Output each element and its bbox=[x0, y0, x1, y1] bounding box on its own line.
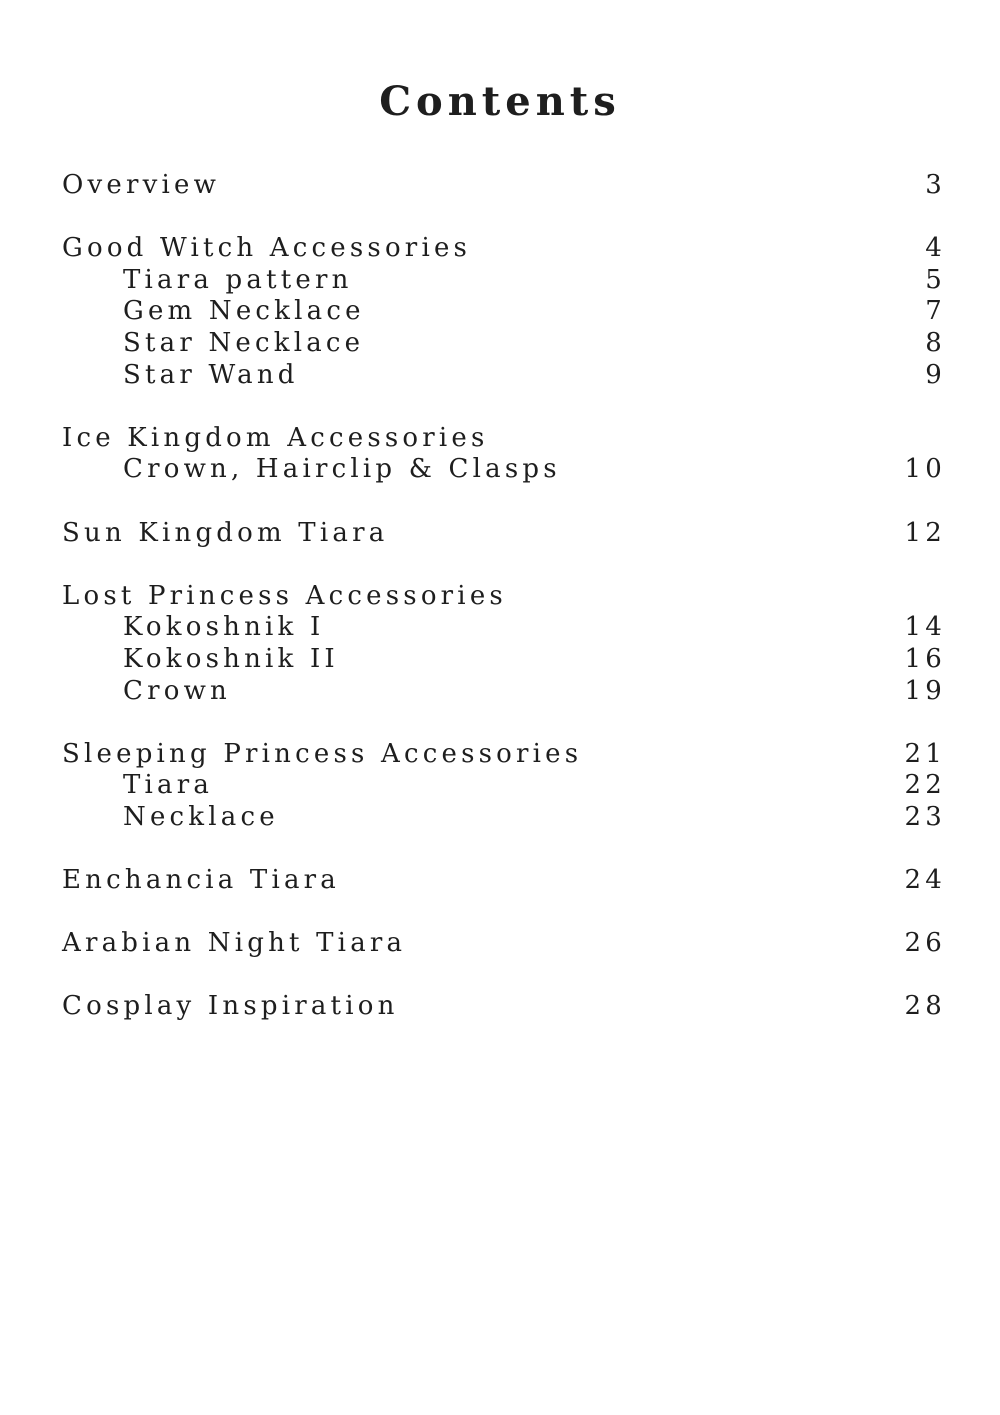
toc-subentry-label: Crown bbox=[123, 675, 231, 706]
toc-subentry-page: 22 bbox=[904, 770, 946, 801]
toc-subentry-page: 23 bbox=[904, 801, 946, 832]
toc-subentry[interactable] bbox=[62, 801, 946, 834]
toc-entry[interactable] bbox=[62, 738, 946, 771]
toc-subentry[interactable] bbox=[62, 296, 946, 328]
toc-subentry-page: 16 bbox=[904, 643, 946, 674]
toc-subentry-page: 10 bbox=[904, 454, 946, 485]
toc-subentry[interactable] bbox=[62, 327, 946, 360]
toc-entry-page: 21 bbox=[904, 738, 946, 769]
toc-subentry[interactable] bbox=[62, 359, 946, 392]
page-title: Contents bbox=[379, 78, 621, 125]
toc-entry-label: Good Witch Accessories bbox=[62, 233, 472, 264]
toc-subentry[interactable] bbox=[62, 454, 946, 486]
toc-subentry-page: 8 bbox=[925, 327, 946, 358]
toc-entry[interactable] bbox=[62, 991, 946, 1023]
toc-subentry[interactable] bbox=[62, 643, 946, 676]
toc-subentry-page: 19 bbox=[904, 675, 946, 706]
toc-entry[interactable] bbox=[62, 928, 946, 960]
toc-entry[interactable] bbox=[62, 581, 942, 613]
toc-section bbox=[62, 865, 946, 897]
toc-subentry-label: Gem Necklace bbox=[123, 296, 365, 327]
toc-entry-label: Overview bbox=[62, 170, 221, 200]
toc-entry-label: Sleeping Princess Accessories bbox=[62, 738, 583, 769]
toc-subentry-label: Star Necklace bbox=[123, 327, 365, 358]
toc-subentry-page: 14 bbox=[904, 612, 946, 643]
toc-entry-label: Arabian Night Tiara bbox=[62, 928, 407, 959]
toc-subentry[interactable] bbox=[62, 612, 946, 644]
toc-section bbox=[62, 233, 946, 391]
toc-subentry-label: Tiara bbox=[123, 770, 214, 801]
toc-entry-label: Sun Kingdom Tiara bbox=[62, 517, 389, 548]
toc-section bbox=[62, 738, 946, 834]
toc-section bbox=[62, 422, 946, 486]
toc-subentry-label: Star Wand bbox=[123, 359, 299, 390]
toc-entry-page: 26 bbox=[904, 928, 946, 959]
toc-entry[interactable] bbox=[62, 170, 946, 202]
toc-subentry-label: Necklace bbox=[123, 801, 279, 832]
toc-entry-label: Enchancia Tiara bbox=[62, 865, 341, 896]
table-of-contents bbox=[62, 170, 946, 1055]
toc-section bbox=[62, 170, 946, 202]
toc-section bbox=[62, 928, 946, 960]
toc-entry-page: 12 bbox=[904, 517, 946, 548]
toc-subentry-label: Tiara pattern bbox=[123, 264, 353, 295]
toc-entry[interactable] bbox=[62, 865, 946, 897]
toc-section bbox=[62, 991, 946, 1023]
toc-entry-page: 28 bbox=[904, 991, 946, 1022]
toc-entry-page: 4 bbox=[925, 233, 946, 264]
toc-subentry-label: Crown, Hairclip & Clasps bbox=[123, 454, 561, 485]
toc-entry-label: Lost Princess Accessories bbox=[62, 580, 507, 611]
toc-entry-page: 3 bbox=[925, 170, 946, 200]
toc-entry-label: Cosplay Inspiration bbox=[62, 991, 399, 1022]
toc-subentry[interactable] bbox=[62, 770, 946, 802]
toc-entry-page: 24 bbox=[904, 865, 946, 896]
toc-section bbox=[62, 580, 946, 707]
toc-subentry[interactable] bbox=[62, 675, 946, 708]
toc-subentry-label: Kokoshnik I bbox=[123, 612, 325, 643]
toc-subentry[interactable] bbox=[62, 264, 946, 297]
toc-entry[interactable] bbox=[62, 233, 946, 265]
toc-entry[interactable] bbox=[62, 423, 942, 455]
toc-entry-label: Ice Kingdom Accessories bbox=[62, 422, 489, 453]
toc-subentry-page: 7 bbox=[925, 296, 946, 327]
toc-subentry-page: 5 bbox=[925, 264, 946, 295]
toc-section bbox=[62, 517, 946, 550]
toc-entry[interactable] bbox=[62, 517, 946, 550]
toc-subentry-label: Kokoshnik II bbox=[123, 643, 339, 674]
toc-subentry-page: 9 bbox=[925, 359, 946, 390]
